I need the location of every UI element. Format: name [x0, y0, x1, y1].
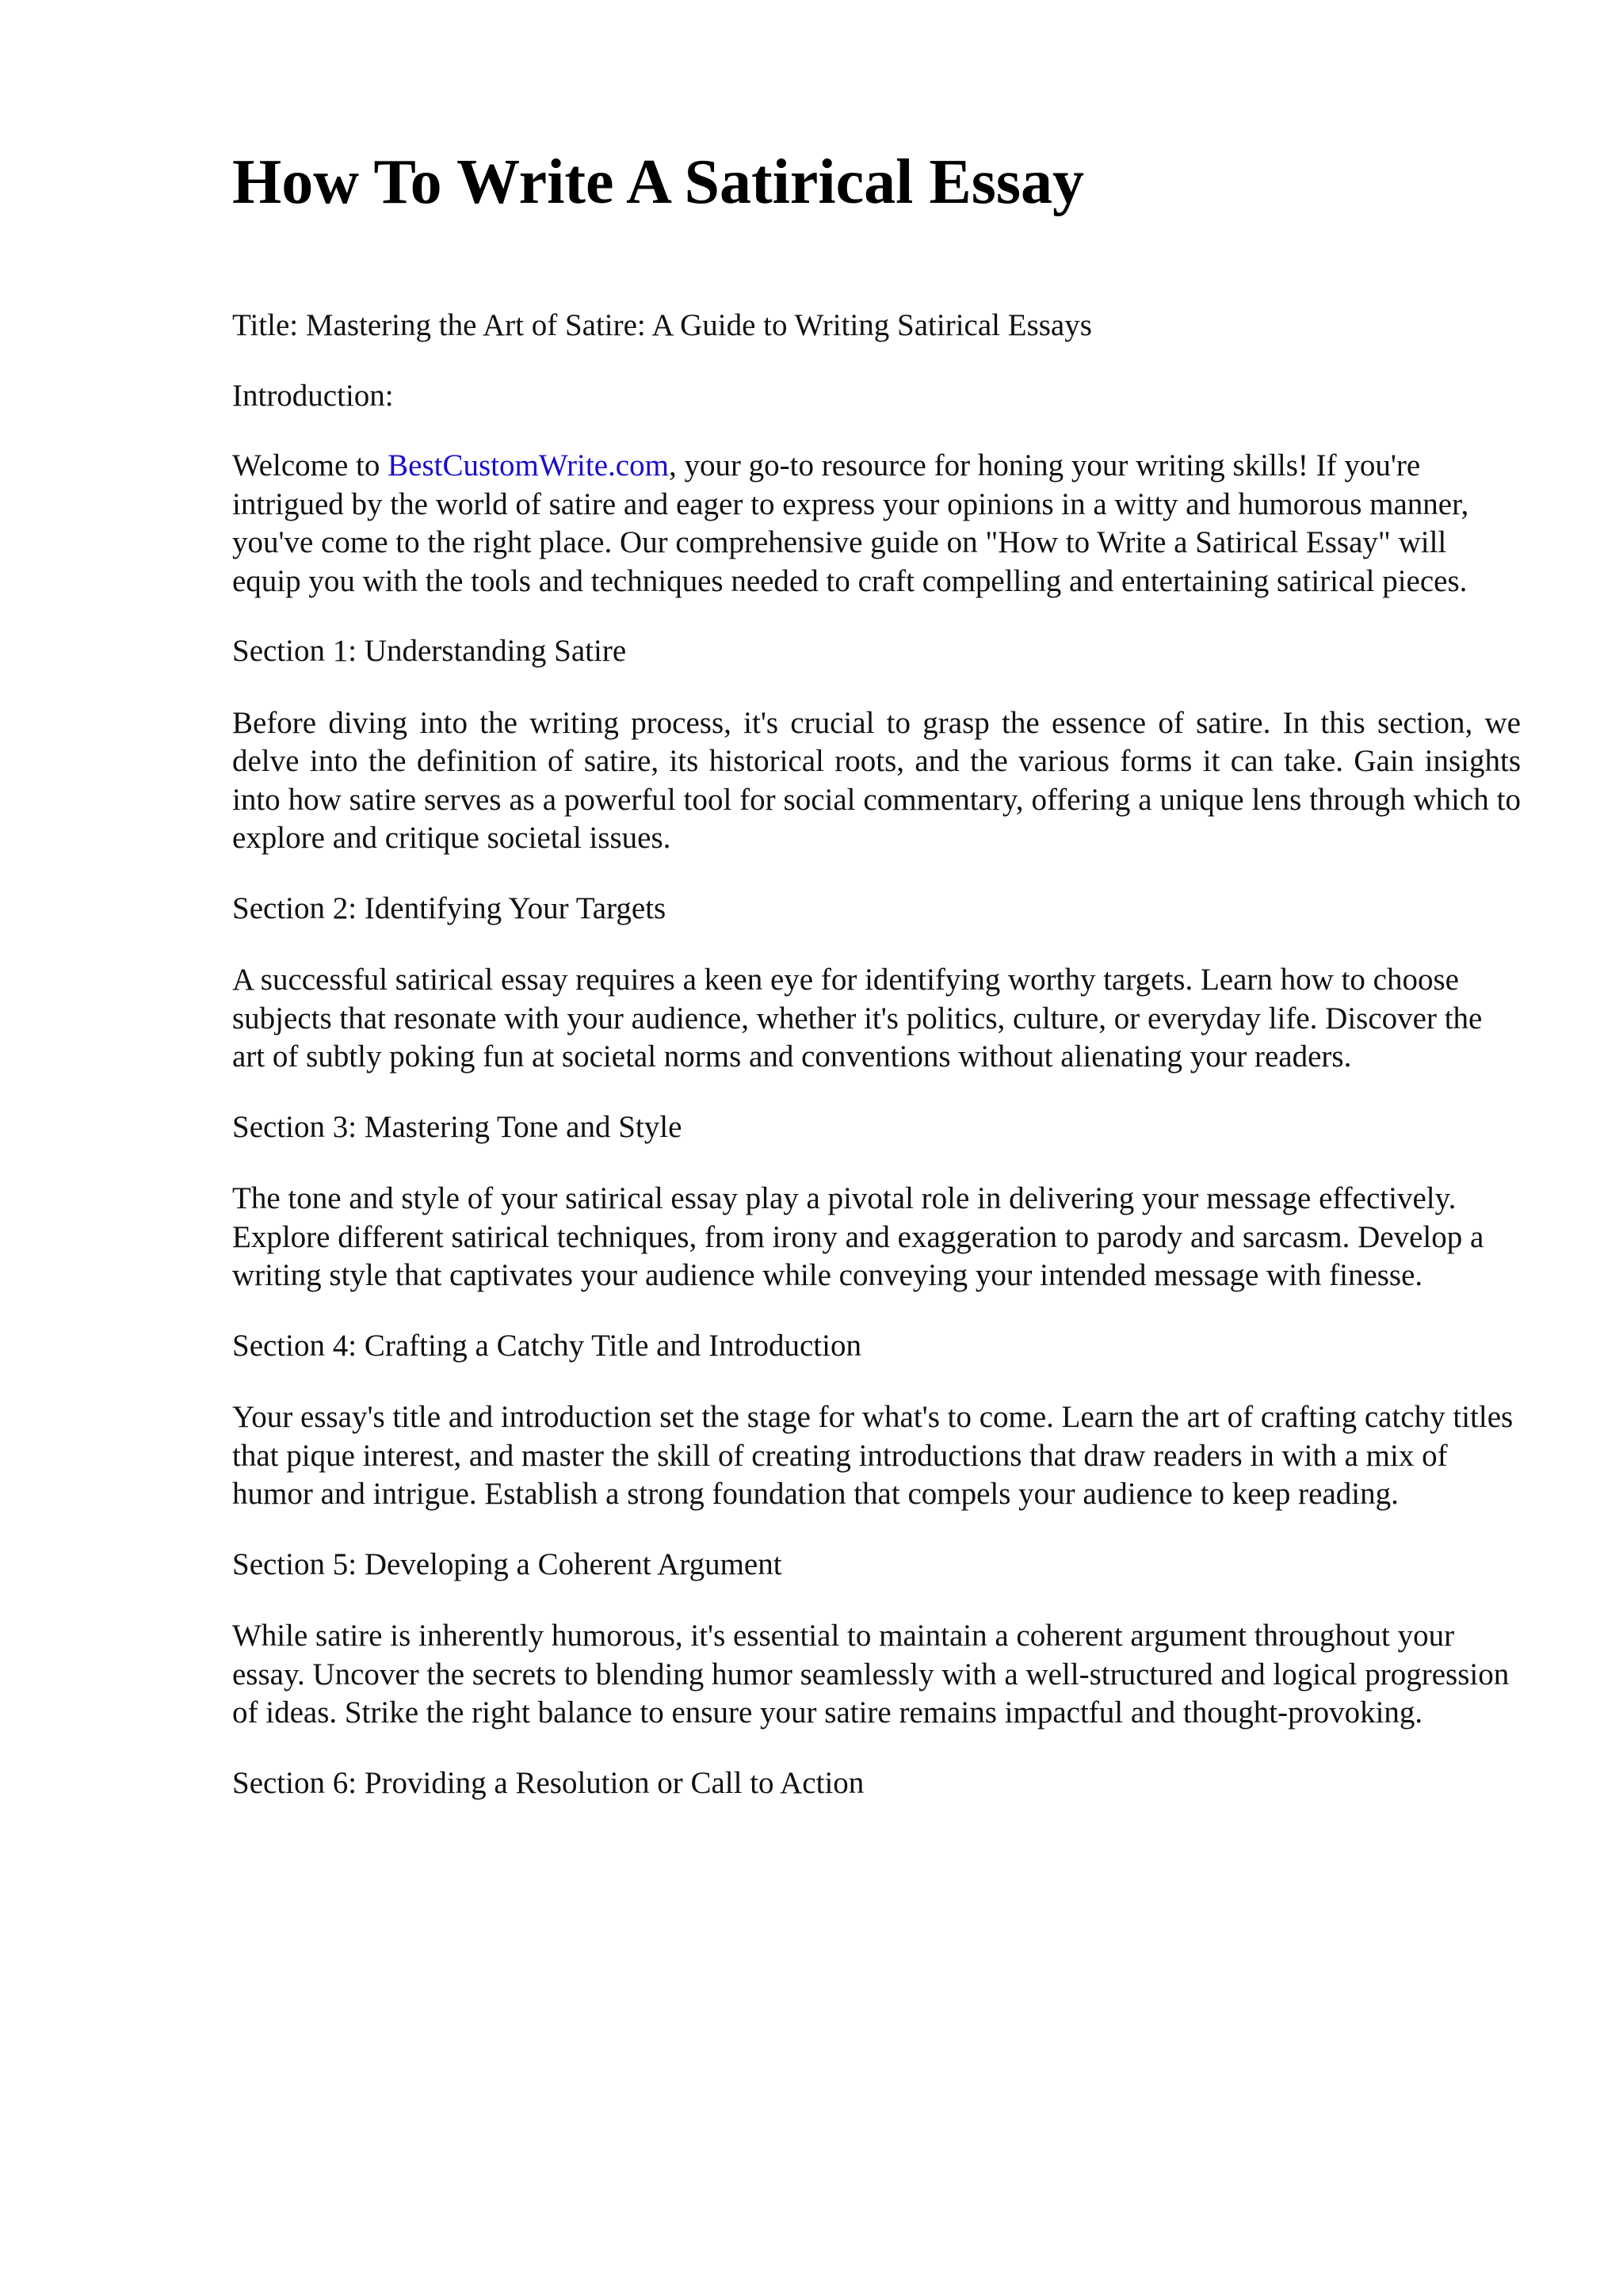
section-4-body: Your essay's title and introduction set the stage for what's to come. Learn the art of crafting catchy titles that pique interest, and master the skill of creating introductions that draw readers in with a mix of humor and intrigue. Establish a strong foundation that compels your audience to keep reading.: [232, 1400, 1514, 1511]
intro-text-after-link: , your go-to resource for honing your writing skills! If you're intrigued by the world of satire and eager to express your opinions in a witty and humorous manner, you've come to the right place. Our comprehensive guide on "How to Write a Satirical Essay" will equip you with the tools and techniques needed to craft compelling and entertaining satirical pieces.: [232, 448, 1469, 598]
page-title: How To Write A Satirical Essay: [232, 147, 1084, 217]
section-1-heading: Section 1: Understanding Satire: [232, 634, 627, 668]
document-body: [232, 307, 1521, 1836]
section-6-heading: Section 6: Providing a Resolution or Call to Action: [232, 1765, 865, 1800]
essay-subtitle: Title: Mastering the Art of Satire: A Guide to Writing Satirical Essays: [232, 308, 1092, 342]
section-5-heading: Section 5: Developing a Coherent Argument: [232, 1547, 782, 1581]
section-5-body: While satire is inherently humorous, it's essential to maintain a coherent argument throughout your essay. Uncover the secrets to blending humor seamlessly with a well-structured and logical progression of ideas. Strike the right balance to ensure your satire remains impactful and thought-provoking.: [232, 1619, 1510, 1730]
section-2-body: A successful satirical essay requires a keen eye for identifying worthy targets. Learn how to choose subjects that resonate with your audience, whether it's politics, culture, or everyday life. Discover the art of subtly poking fun at societal norms and conventions without alienating your readers.: [232, 963, 1483, 1074]
section-3-body: The tone and style of your satirical essay play a pivotal role in delivering your message effectively. Explore different satirical techniques, from irony and exaggeration to parody and sarcasm. Develop a writing style that captivates your audience while conveying your intended message with finesse.: [232, 1181, 1484, 1292]
intro-text-before-link: Welcome to: [232, 448, 388, 482]
section-4-heading: Section 4: Crafting a Catchy Title and Introduction: [232, 1328, 861, 1363]
site-link[interactable]: BestCustomWrite.com: [388, 448, 669, 482]
section-2-heading: Section 2: Identifying Your Targets: [232, 891, 666, 925]
intro-paragraph: [232, 447, 1521, 601]
section-3-heading: Section 3: Mastering Tone and Style: [232, 1109, 682, 1144]
section-1-body: Before diving into the writing process, it's crucial to grasp the essence of satire. In this section, we delve into the definition of satire, its historical roots, and the various forms it can take. Gain insights into how satire serves as a powerful tool for social commentary, offering a unique lens through which to explore and critique societal issues.: [232, 705, 1521, 855]
intro-heading: Introduction:: [232, 378, 394, 413]
